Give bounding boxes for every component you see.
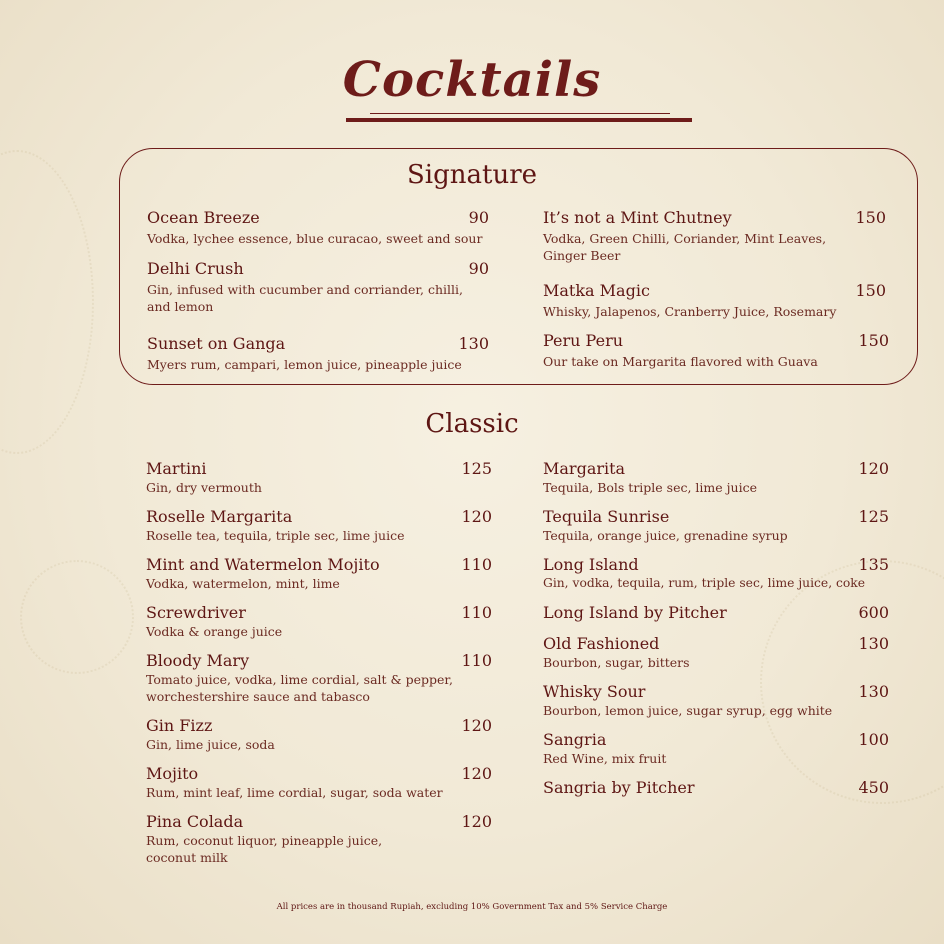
item-name: Matka Magic bbox=[543, 281, 650, 300]
item-description: Vodka, watermelon, mint, lime bbox=[146, 576, 340, 591]
menu-item bbox=[543, 281, 886, 320]
item-description: Tequila, orange juice, grenadine syrup bbox=[543, 528, 788, 543]
item-description: Gin, infused with cucumber and corriander, chilli, and lemon bbox=[147, 282, 463, 314]
price-footnote: All prices are in thousand Rupiah, excluding 10% Government Tax and 5% Service Charge bbox=[276, 902, 668, 912]
item-price: 90 bbox=[468, 208, 489, 227]
item-description: Rum, coconut liquor, pineapple juice, coconut milk bbox=[146, 833, 383, 865]
menu-item bbox=[146, 812, 492, 866]
menu-item bbox=[543, 331, 889, 370]
menu-item bbox=[543, 778, 889, 797]
item-price: 120 bbox=[461, 507, 492, 526]
menu-item bbox=[543, 555, 889, 592]
item-name: Margarita bbox=[543, 459, 626, 478]
menu-item bbox=[146, 603, 492, 640]
menu-item bbox=[543, 459, 889, 496]
item-description: Vodka & orange juice bbox=[146, 624, 283, 639]
item-description: Vodka, Green Chilli, Coriander, Mint Leaves, Ginger Beer bbox=[543, 231, 827, 263]
item-description: Bourbon, lemon juice, sugar syrup, egg white bbox=[543, 703, 833, 718]
item-description: Red Wine, mix fruit bbox=[543, 751, 667, 766]
item-name: Old Fashioned bbox=[543, 634, 660, 653]
item-price: 600 bbox=[858, 603, 889, 622]
item-name: Whisky Sour bbox=[543, 682, 646, 701]
title-underline-thick bbox=[346, 118, 692, 122]
item-name: Sunset on Ganga bbox=[147, 334, 286, 353]
menu-item bbox=[543, 730, 889, 767]
menu-item bbox=[146, 716, 492, 753]
classic-heading: Classic bbox=[425, 409, 519, 439]
item-name: Mojito bbox=[146, 764, 199, 783]
item-name: It’s not a Mint Chutney bbox=[543, 208, 732, 227]
item-description: Gin, lime juice, soda bbox=[146, 737, 275, 752]
item-price: 135 bbox=[858, 555, 889, 574]
menu-item bbox=[147, 208, 489, 247]
item-name: Peru Peru bbox=[543, 331, 624, 350]
item-price: 130 bbox=[858, 634, 889, 653]
menu-item bbox=[543, 603, 889, 622]
item-description: Roselle tea, tequila, triple sec, lime juice bbox=[146, 528, 405, 543]
item-price: 125 bbox=[858, 507, 889, 526]
menu-item bbox=[543, 507, 889, 544]
item-name: Mint and Watermelon Mojito bbox=[146, 555, 380, 574]
item-name: Sangria by Pitcher bbox=[543, 778, 695, 797]
item-price: 150 bbox=[855, 208, 886, 227]
signature-heading: Signature bbox=[406, 160, 538, 190]
item-price: 120 bbox=[461, 716, 492, 735]
item-description: Gin, vodka, tequila, rum, triple sec, lime juice, coke bbox=[543, 576, 866, 590]
menu-item bbox=[146, 459, 492, 496]
menu-item bbox=[543, 208, 886, 264]
item-price: 130 bbox=[458, 334, 489, 353]
item-description: Bourbon, sugar, bitters bbox=[543, 655, 690, 670]
item-price: 110 bbox=[461, 651, 492, 670]
menu-item bbox=[543, 634, 889, 671]
page-title: Cocktails bbox=[342, 52, 602, 108]
item-description: Tomato juice, vodka, lime cordial, salt & pepper, worchestershire sauce and tabasco bbox=[146, 672, 454, 704]
item-description: Vodka, lychee essence, blue curacao, sweet and sour bbox=[147, 231, 483, 246]
item-name: Pina Colada bbox=[146, 812, 244, 831]
menu-item bbox=[146, 507, 492, 544]
background-ornament-left-lower bbox=[20, 560, 134, 674]
item-price: 125 bbox=[461, 459, 492, 478]
item-price: 130 bbox=[858, 682, 889, 701]
item-name: Screwdriver bbox=[146, 603, 246, 622]
item-description: Myers rum, campari, lemon juice, pineapple juice bbox=[147, 357, 462, 372]
item-name: Martini bbox=[146, 459, 207, 478]
item-price: 150 bbox=[858, 331, 889, 350]
item-price: 150 bbox=[855, 281, 886, 300]
item-name: Long Island by Pitcher bbox=[543, 603, 727, 622]
item-price: 120 bbox=[461, 812, 492, 831]
item-name: Gin Fizz bbox=[146, 716, 213, 735]
title-underline-thin bbox=[370, 113, 670, 114]
menu-item bbox=[146, 764, 492, 801]
item-description: Whisky, Jalapenos, Cranberry Juice, Rosemary bbox=[543, 304, 837, 319]
item-name: Roselle Margarita bbox=[146, 507, 293, 526]
item-name: Sangria bbox=[543, 730, 607, 749]
menu-item bbox=[147, 259, 489, 315]
item-price: 450 bbox=[858, 778, 889, 797]
item-name: Delhi Crush bbox=[147, 259, 244, 278]
item-description: Our take on Margarita flavored with Guava bbox=[543, 354, 818, 369]
item-price: 120 bbox=[461, 764, 492, 783]
item-description: Rum, mint leaf, lime cordial, sugar, soda water bbox=[146, 785, 443, 800]
item-name: Tequila Sunrise bbox=[543, 507, 670, 526]
item-price: 120 bbox=[858, 459, 889, 478]
item-name: Bloody Mary bbox=[146, 651, 250, 670]
item-description: Gin, dry vermouth bbox=[146, 480, 262, 495]
item-description: Tequila, Bols triple sec, lime juice bbox=[543, 480, 757, 495]
item-price: 100 bbox=[858, 730, 889, 749]
menu-item bbox=[543, 682, 889, 719]
item-price: 90 bbox=[468, 259, 489, 278]
menu-item bbox=[147, 334, 489, 373]
item-name: Long Island bbox=[543, 555, 639, 574]
item-price: 110 bbox=[461, 555, 492, 574]
menu-item bbox=[146, 555, 492, 592]
menu-item bbox=[146, 651, 492, 705]
item-name: Ocean Breeze bbox=[147, 208, 260, 227]
item-price: 110 bbox=[461, 603, 492, 622]
